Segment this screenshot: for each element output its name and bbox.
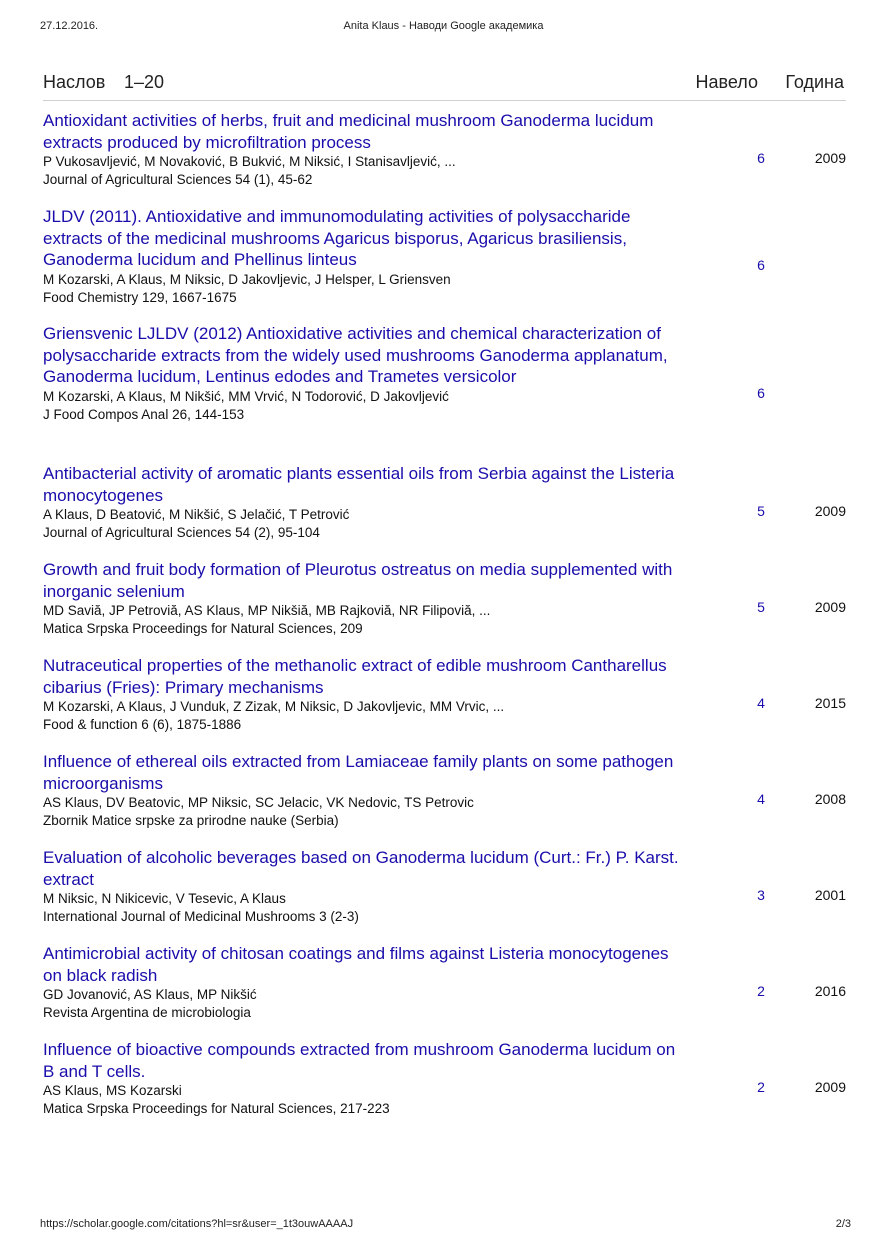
cited-by-count[interactable]: 3 — [757, 887, 765, 903]
article-title-link[interactable]: Antimicrobial activity of chitosan coatings and films against Listeria monocytogenes on black radish — [43, 944, 669, 985]
print-date: 27.12.2016. — [40, 20, 99, 32]
article-main — [43, 1039, 683, 1118]
cited-by-count[interactable]: 5 — [757, 599, 765, 615]
publication-year: 2015 — [814, 695, 846, 711]
article-authors: AS Klaus, MS Kozarski — [43, 1083, 182, 1098]
publication-year: 2001 — [814, 887, 846, 903]
article-main — [43, 559, 683, 638]
publication-year: 2009 — [814, 503, 846, 519]
article-row — [43, 463, 846, 559]
publication-year — [786, 206, 846, 323]
article-row — [43, 943, 846, 1039]
publication-year: 2008 — [814, 791, 846, 807]
article-title-link[interactable]: Antibacterial activity of aromatic plants essential oils from Serbia against the Listeria monocytogenes — [43, 464, 675, 505]
article-title-link[interactable]: Antioxidant activities of herbs, fruit and medicinal mushroom Ganoderma lucidum extracts produced by microfiltration process — [43, 111, 654, 152]
cited-by-count[interactable]: 2 — [757, 1079, 765, 1095]
article-row — [43, 751, 846, 847]
publication-year: 2016 — [814, 983, 846, 999]
cited-by-count[interactable]: 6 — [757, 385, 765, 401]
cited-by-count[interactable]: 4 — [757, 695, 765, 711]
article-venue: Zbornik Matice srpske za prirodne nauke (Serbia) — [43, 813, 339, 828]
article-venue: Revista Argentina de microbiologia — [43, 1005, 251, 1020]
cited-by-count[interactable]: 4 — [757, 791, 765, 807]
cited-by-count[interactable]: 2 — [757, 983, 765, 999]
article-title-link[interactable]: Evaluation of alcoholic beverages based on Ganoderma lucidum (Curt.: Fr.) P. Karst. extract — [43, 848, 679, 889]
article-row — [43, 559, 846, 655]
article-venue: Food Chemistry 129, 1667-1675 — [43, 289, 237, 305]
article-venue: Journal of Agricultural Sciences 54 (1), 45-62 — [43, 172, 313, 187]
article-title-link[interactable]: JLDV (2011). Antioxidative and immunomodulating activities of polysaccharide extracts of the medicinal mushrooms Agaricus bisporus, Agaricus brasiliensis, Ganoderma lucidum and Phellinus linteus — [43, 207, 631, 269]
article-title-link[interactable]: Influence of ethereal oils extracted from Lamiaceae family plants on some pathogen microorganisms — [43, 752, 674, 793]
page-url: https://scholar.google.com/citations?hl=sr&user=_1t3ouwAAAAJ — [40, 1218, 354, 1230]
article-authors: M Kozarski, A Klaus, M Nikšić, MM Vrvić, N Todorović, D Jakovljević — [43, 388, 449, 404]
article-authors: A Klaus, D Beatović, M Nikšić, S Jelačić, T Petrović — [43, 507, 350, 522]
print-footer — [0, 1218, 887, 1234]
year-column-header[interactable]: Година — [785, 72, 844, 92]
article-list — [43, 110, 846, 1135]
print-header — [0, 20, 887, 38]
article-main — [43, 110, 683, 189]
article-title-link[interactable]: Growth and fruit body formation of Pleurotus ostreatus on media supplemented with inorganic selenium — [43, 560, 673, 601]
title-column-header[interactable]: Наслов — [43, 72, 106, 92]
article-main — [43, 847, 683, 926]
article-venue: Matica Srpska Proceedings for Natural Sciences, 209 — [43, 621, 363, 636]
cited-by-count[interactable]: 6 — [757, 256, 765, 273]
publication-year: 2009 — [814, 1079, 846, 1095]
publication-year: 2009 — [814, 599, 846, 615]
article-authors: AS Klaus, DV Beatovic, MP Niksic, SC Jelacic, VK Nedovic, TS Petrovic — [43, 795, 474, 810]
cited-by-column-header[interactable]: Навело — [695, 72, 758, 92]
article-authors: MD Saviă, JP Petroviă, AS Klaus, MP Nikšiă, MB Rajkoviă, NR Filipoviă, ... — [43, 603, 491, 618]
article-main — [43, 751, 683, 830]
article-row — [43, 323, 846, 463]
article-authors: M Kozarski, A Klaus, M Niksic, D Jakovljevic, J Helsper, L Griensven — [43, 271, 451, 287]
article-authors: M Niksic, N Nikicevic, V Tesevic, A Klaus — [43, 891, 286, 906]
article-venue: Food & function 6 (6), 1875-1886 — [43, 717, 242, 732]
publication-year: 2009 — [814, 150, 846, 166]
article-main — [43, 655, 683, 734]
article-main — [43, 323, 683, 424]
table-header — [43, 68, 846, 101]
article-authors: P Vukosavljević, M Novaković, B Bukvić, M Niksić, I Stanisavljević, ... — [43, 154, 456, 169]
article-row — [43, 1039, 846, 1135]
article-main — [43, 206, 683, 307]
article-title-link[interactable]: Griensvenic LJLDV (2012) Antioxidative activities and chemical characterization of polysaccharide extracts from the widely used mushrooms Ganoderma applanatum, Ganoderma lucidum, Lentinus edodes and Trametes versicolor — [43, 324, 668, 386]
article-row — [43, 655, 846, 751]
page-number: 2/3 — [835, 1218, 851, 1230]
article-row — [43, 110, 846, 206]
cited-by-count[interactable]: 6 — [757, 150, 765, 166]
publication-year — [786, 323, 846, 463]
article-row — [43, 847, 846, 943]
article-venue: International Journal of Medicinal Mushrooms 3 (2-3) — [43, 909, 359, 924]
article-authors: M Kozarski, A Klaus, J Vunduk, Z Zizak, M Niksic, D Jakovljevic, MM Vrvic, ... — [43, 699, 505, 714]
article-row — [43, 206, 846, 323]
article-title-link[interactable]: Influence of bioactive compounds extracted from mushroom Ganoderma lucidum on B and T cells. — [43, 1040, 676, 1081]
article-main — [43, 943, 683, 1022]
article-venue: J Food Compos Anal 26, 144-153 — [43, 406, 245, 422]
article-title-link[interactable]: Nutraceutical properties of the methanolic extract of edible mushroom Cantharellus cibarius (Fries): Primary mechanisms — [43, 656, 667, 697]
cited-by-count[interactable]: 5 — [757, 503, 765, 519]
article-main — [43, 463, 683, 542]
article-venue: Journal of Agricultural Sciences 54 (2), 95-104 — [43, 525, 320, 540]
article-venue: Matica Srpska Proceedings for Natural Sciences, 217-223 — [43, 1101, 390, 1116]
result-range: 1–20 — [124, 72, 165, 92]
print-page-title: Anita Klaus - Наводи Google академика — [343, 20, 544, 32]
article-authors: GD Jovanović, AS Klaus, MP Nikšić — [43, 987, 257, 1002]
